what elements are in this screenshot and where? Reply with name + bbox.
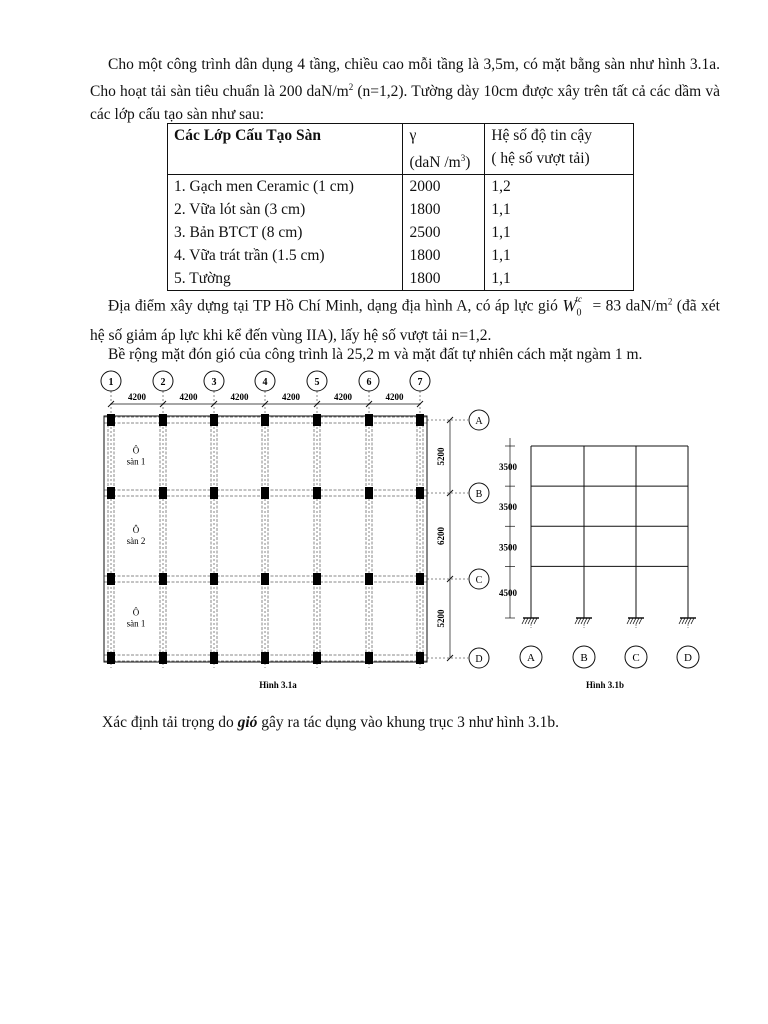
axis-number-label: 7 — [417, 377, 423, 388]
layer-name: 3. Bản BTCT (8 cm) — [168, 221, 403, 244]
table-row — [168, 198, 634, 221]
row-span-label: 5200 — [436, 447, 446, 466]
support-hatch — [575, 618, 578, 624]
table-row — [168, 267, 634, 291]
slab-o-label: Ô — [132, 525, 140, 535]
figure-caption-b: Hình 3.1b — [585, 680, 625, 690]
column-section — [416, 573, 424, 585]
reliability-line-1: Hệ số độ tin cậy — [491, 127, 593, 144]
support-hatch — [584, 618, 587, 624]
support-hatch — [688, 618, 691, 624]
figure-caption-a: Hình 3.1a — [259, 680, 297, 690]
question-text-part-2: gây ra tác dụng vào khung trục 3 như hình 3.1b. — [257, 714, 559, 731]
bay-span-label: 4200 — [334, 392, 352, 402]
reliability-line-2: ( hệ số vượt tải) — [491, 150, 590, 167]
column-section — [210, 573, 218, 585]
column-section — [365, 487, 373, 499]
wind-pressure-symbol — [562, 294, 588, 319]
slab-o-label: Ô — [132, 445, 140, 456]
axis-letter-label: C — [475, 575, 483, 586]
column-section — [261, 414, 269, 426]
column-section — [261, 652, 269, 664]
table-row — [168, 175, 634, 199]
layer-factor: 1,1 — [485, 267, 634, 291]
axis-letter-label: A — [475, 416, 483, 427]
column-section — [416, 652, 424, 664]
gamma-unit-sup: 3 — [460, 153, 466, 163]
support-hatch — [679, 618, 682, 624]
column-section — [365, 573, 373, 585]
column-section — [416, 414, 424, 426]
column-section — [261, 487, 269, 499]
row-span-label: 6200 — [436, 527, 446, 545]
axis-letter-label: B — [580, 652, 588, 664]
header-gamma — [403, 124, 485, 175]
axis-number-label: 2 — [160, 377, 166, 388]
axis-number-label: 5 — [314, 377, 320, 388]
intro-text-part-1: Cho một công trình dân dụng 4 tầng, chiều cao mỗi tầng là 3,5m, có mặt bằng sàn như hình 3.1a. Cho hoạt tải sàn tiêu chuẩn là 200 daN/m — [90, 56, 720, 101]
axis-letter-label: A — [527, 652, 535, 664]
support-hatch — [627, 618, 630, 624]
header-reliability — [485, 124, 634, 175]
layer-name: 5. Tường — [168, 267, 403, 291]
gamma-unit-close: ) — [465, 154, 471, 172]
table-row — [168, 244, 634, 267]
column-section — [313, 414, 321, 426]
layer-name: 2. Vữa lót sàn (3 cm) — [168, 198, 403, 221]
slab-name-label: sàn 1 — [126, 618, 146, 629]
bay-span-label: 4200 — [179, 392, 198, 402]
wind-symbol-sub: 0 — [576, 307, 582, 319]
layer-factor: 1,1 — [485, 221, 634, 244]
support-hatch — [636, 618, 639, 624]
column-section — [313, 652, 321, 664]
layer-name: 1. Gạch men Ceramic (1 cm) — [168, 175, 403, 199]
column-section — [159, 573, 167, 585]
bay-span-label: 4200 — [282, 392, 300, 402]
floor-layers-table — [167, 123, 634, 291]
column-section — [107, 487, 115, 499]
wind-symbol-sup: tc — [575, 294, 582, 304]
support-hatch — [682, 618, 685, 624]
support-hatch — [534, 618, 537, 624]
bay-span-label: 4200 — [385, 392, 404, 402]
column-section — [159, 487, 167, 499]
table-row — [168, 221, 634, 244]
slab-name-label: sàn 2 — [126, 536, 146, 546]
floor-plan-3-1a — [101, 371, 489, 690]
question-bold-word: gió — [237, 714, 258, 731]
column-section — [159, 652, 167, 664]
story-height-label: 3500 — [499, 462, 517, 473]
location-text-part-1: Địa điểm xây dựng tại TP Hồ Chí Minh, dạng địa hình A, có áp lực gió — [108, 297, 563, 315]
bay-span-label: 4200 — [230, 392, 249, 402]
story-height-label: 3500 — [499, 542, 517, 553]
support-hatch — [528, 618, 531, 624]
layer-factor: 1,2 — [485, 175, 634, 199]
intro-paragraph — [90, 53, 720, 126]
frame-elevation-3-1b — [499, 438, 699, 690]
support-hatch — [630, 618, 633, 624]
support-hatch — [685, 618, 688, 624]
support-hatch — [581, 618, 584, 624]
column-section — [159, 414, 167, 426]
bay-span-label: 4200 — [128, 392, 146, 402]
column-section — [107, 652, 115, 664]
layer-name: 4. Vữa trát trần (1.5 cm) — [168, 244, 403, 267]
column-section — [210, 652, 218, 664]
slab-name-label: sàn 1 — [126, 456, 146, 467]
support-hatch — [578, 618, 581, 624]
column-section — [416, 487, 424, 499]
story-height-label: 3500 — [499, 502, 517, 513]
width-paragraph: Bề rộng mặt đón gió của công trình là 25,2 m và mặt đất tự nhiên cách mặt ngàm 1 m. — [108, 346, 643, 363]
column-section — [107, 573, 115, 585]
question-paragraph — [102, 711, 559, 734]
support-hatch — [639, 618, 642, 624]
axis-letter-label: C — [632, 652, 640, 664]
intro-superscript: 2 — [348, 82, 354, 92]
axis-number-label: 6 — [366, 377, 372, 388]
location-text-part-3: (đã xét hệ số giảm áp lực khi kể đến vùng IIA), lấy hệ số vượt tải n=1,2. — [90, 297, 720, 345]
layer-factor: 1,1 — [485, 244, 634, 267]
axis-number-label: 1 — [108, 377, 114, 388]
column-section — [313, 573, 321, 585]
plan-outline — [104, 416, 427, 662]
layer-gamma: 1800 — [403, 198, 485, 221]
support-hatch — [522, 618, 525, 624]
column-section — [261, 573, 269, 585]
layer-gamma: 1800 — [403, 244, 485, 267]
axis-letter-label: D — [684, 652, 692, 664]
story-height-label: 4500 — [499, 588, 517, 599]
axis-number-label: 4 — [262, 377, 268, 388]
support-hatch — [531, 618, 534, 624]
gamma-unit: (daN /m — [409, 154, 461, 172]
support-hatch — [691, 618, 694, 624]
wind-symbol-w: W — [562, 295, 577, 315]
layer-gamma: 2500 — [403, 221, 485, 244]
figure-frame-plans — [90, 368, 720, 696]
location-text-part-2: = 83 daN/m — [588, 297, 668, 315]
support-hatch — [525, 618, 528, 624]
axis-letter-label: D — [475, 654, 483, 665]
column-section — [365, 414, 373, 426]
location-paragraph — [90, 290, 720, 347]
gamma-symbol: γ — [409, 127, 417, 144]
axis-number-label: 3 — [211, 377, 217, 388]
intro-text-part-2: (n=1,2). Tường dày 10cm được xây trên tất cả các dầm và các lớp cấu tạo sàn như sau: — [90, 83, 720, 124]
question-text-part-1: Xác định tải trọng do — [102, 714, 238, 731]
row-span-label: 5200 — [436, 609, 446, 628]
header-layers: Các Lớp Cấu Tạo Sàn — [168, 124, 403, 175]
slab-o-label: Ô — [132, 607, 140, 618]
column-section — [365, 652, 373, 664]
axis-letter-label: B — [475, 489, 483, 500]
column-section — [210, 414, 218, 426]
support-hatch — [587, 618, 590, 624]
support-hatch — [633, 618, 636, 624]
column-section — [210, 487, 218, 499]
column-section — [107, 414, 115, 426]
layer-gamma: 1800 — [403, 267, 485, 291]
column-section — [313, 487, 321, 499]
layer-factor: 1,1 — [485, 198, 634, 221]
location-superscript: 2 — [667, 296, 673, 307]
layer-gamma: 2000 — [403, 175, 485, 199]
